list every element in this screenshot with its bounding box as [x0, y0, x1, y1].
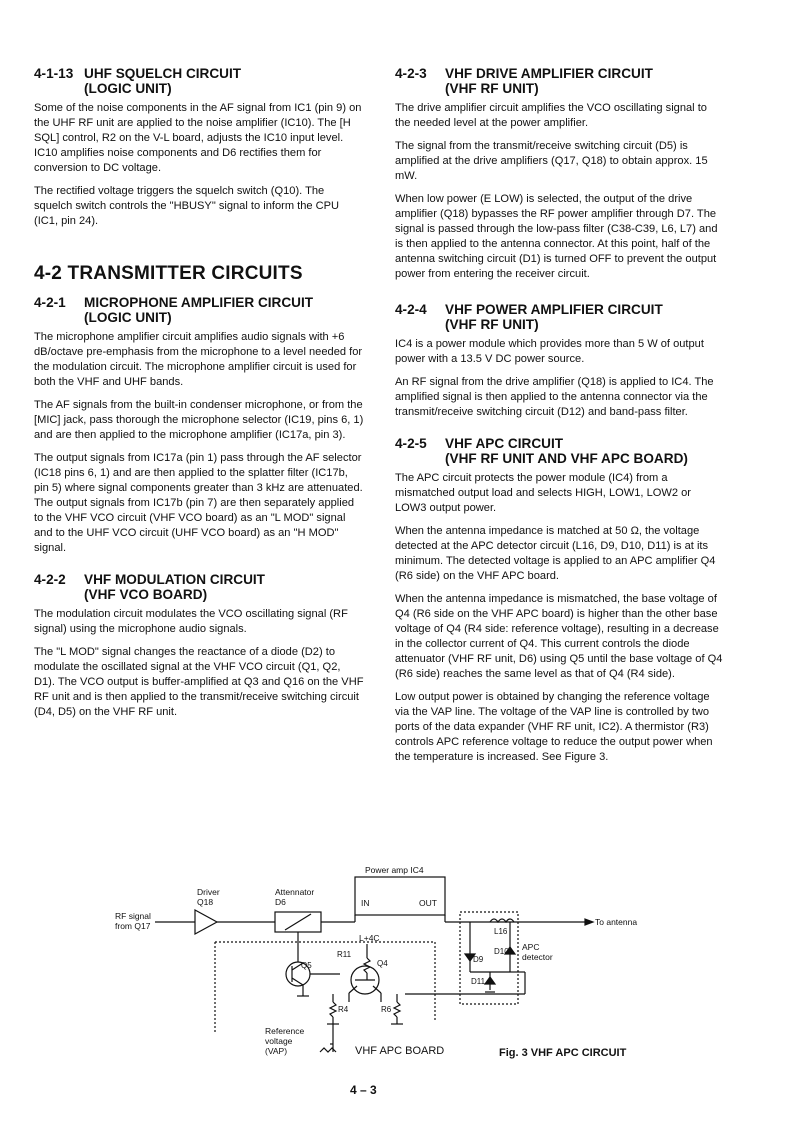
- paragraph: An RF signal from the drive amplifier (Q18) is applied to IC4. The amplified signal is then applied to the antenna connector via the transmit/receive switching circuit (D12) and band-pass filter.: [395, 376, 714, 418]
- r6-resistor: [394, 1002, 400, 1017]
- label-r11: R11: [337, 950, 352, 959]
- paragraph: The AF signals from the built-in condenser microphone, or from the [MIC] jack, pass thorough the microphone selector (IC19, pins 6, 1) and are then applied to the microphone amplifier (IC17a, pin 3).: [34, 399, 364, 441]
- section-number: 4-2-2: [34, 572, 66, 587]
- label-d11: D11: [471, 977, 486, 986]
- section-heading-4-2-5: [395, 436, 723, 466]
- paragraph: When the antenna impedance is mismatched, the base voltage of Q4 (R6 side on the VHF APC board) is higher than the other base voltage of Q4 (R4 side: reference voltage), resulting in a decrease in the collector current of Q4. This current controls the diode attenuator (VHF RF unit, D6) using Q5 until the base voltage of Q4 (R6 side) reaches the same level as that of Q4 (R4 side).: [395, 593, 723, 680]
- label-q4: Q4: [377, 959, 388, 968]
- section-heading-4-2-3: [395, 66, 723, 96]
- label-d9: D9: [473, 955, 484, 964]
- label-out: OUT: [419, 898, 437, 908]
- section-heading-4-1-13: [34, 66, 364, 96]
- paragraph: The modulation circuit modulates the VCO oscillating signal (RF signal) using the microphone audio signals.: [34, 608, 348, 635]
- label-driver: Driver: [197, 887, 220, 897]
- chapter-title: TRANSMITTER CIRCUITS: [67, 263, 303, 284]
- d11-diode: [485, 977, 495, 984]
- label-vap: (VAP): [265, 1046, 288, 1056]
- paragraph: When low power (E LOW) is selected, the output of the drive amplifier (Q18) bypasses the RF power amplifier through D7. The signal is passed through the low-pass filter (C38-C39, L6, L7) and is then applied to the antenna connector. At this point, half of the antenna switching circuit (D1) is turned OFF to prevent the output power from entering the receiver circuit.: [395, 193, 718, 280]
- label-detector: detector: [522, 952, 553, 962]
- section-title: VHF POWER AMPLIFIER CIRCUIT: [445, 302, 663, 317]
- section-title: MICROPHONE AMPLIFIER CIRCUIT: [84, 295, 314, 310]
- paragraph: When the antenna impedance is matched at 50 Ω, the voltage detected at the APC detector circuit (L16, D9, D10, D11) is at its minimum. The detected voltage is applied to an APC amplifier Q4 (R6 side) on the VHF APC board.: [395, 525, 716, 582]
- section-heading-4-2-1: [34, 295, 364, 325]
- section-number: 4-2-3: [395, 66, 427, 81]
- section-title: VHF MODULATION CIRCUIT: [84, 572, 265, 587]
- label-l4c: L+4C: [359, 933, 380, 943]
- paragraph: Some of the noise components in the AF signal from IC1 (pin 9) on the UHF RF unit are applied to the noise amplifier (IC10). The [H SQL] control, R2 on the V-L board, adjusts the IC10 input level. IC10 amplifies noise components and D6 rectifies them for conversion to DC voltage.: [34, 102, 362, 174]
- power-amp-box: [355, 877, 445, 915]
- paragraph: The drive amplifier circuit amplifies the VCO oscillating signal to the needed level at the power amplifier.: [395, 102, 707, 129]
- vap-thermistor: [320, 1048, 336, 1052]
- r4-resistor: [330, 1002, 336, 1017]
- label-to-antenna: To antenna: [595, 917, 638, 927]
- apc-circuit-diagram: [105, 862, 745, 1072]
- label-reference: Reference: [265, 1026, 305, 1036]
- paragraph: The signal from the transmit/receive switching circuit (D5) is amplified at the drive amplifiers (Q17, Q18) to obtain approx. 15 mW.: [395, 140, 708, 182]
- paragraph: The microphone amplifier circuit amplifies audio signals with +6 dB/octave pre-emphasis from the microphone to a level needed for the modulation circuit. The microphone amplifier circuit is used for both the VHF and UHF bands.: [34, 331, 363, 388]
- left-column: [34, 66, 364, 728]
- section-number: 4-2-5: [395, 436, 427, 451]
- label-rf-signal: RF signal: [115, 911, 151, 921]
- board-boundary: [215, 942, 435, 1022]
- label-d10: D10: [494, 947, 509, 956]
- paragraph: The "L MOD" signal changes the reactance of a diode (D2) to modulate the oscillated signal at the VHF VCO circuit (Q1, Q2, D1). The VCO output is buffer-amplified at Q3 and Q16 on the VHF RF unit and is then applied to the transmit/receive switching circuit (D4, D5) on the VHF RF unit.: [34, 646, 364, 718]
- section-title: VHF DRIVE AMPLIFIER CIRCUIT: [445, 66, 653, 81]
- paragraph: IC4 is a power module which provides more than 5 W of output power with a 13.5 V DC power source.: [395, 338, 704, 365]
- label-voltage: voltage: [265, 1036, 293, 1046]
- section-subtitle: (VHF RF UNIT): [445, 81, 539, 96]
- paragraph: The output signals from IC17a (pin 1) pass through the AF selector (IC18 pins 6, 1) and are then applied to the splatter filter (IC17b, pin 5) where signal components greater than 3 kHz are attenuated. The output signals from IC17b (pin 7) are then separately applied to the VHF VCO circuit (VHF VCO board) as an "L MOD" signal and to the UHF VCO circuit (UHF VCO board) as an "H MOD" signal.: [34, 452, 363, 554]
- page-number: 4 – 3: [350, 1083, 377, 1097]
- label-from-q17: from Q17: [115, 921, 151, 931]
- chapter-heading: [34, 263, 364, 285]
- label-q5: Q5: [301, 961, 312, 970]
- paragraph: The rectified voltage triggers the squelch switch (Q10). The squelch switch controls the "HBUSY" signal to inform the CPU (IC1, pin 24).: [34, 185, 340, 227]
- section-subtitle: (VHF RF UNIT): [445, 317, 539, 332]
- section-subtitle: (VHF VCO BOARD): [84, 587, 208, 602]
- label-attenuator: Attennator: [275, 887, 315, 897]
- label-in: IN: [361, 898, 370, 908]
- section-subtitle: (VHF RF UNIT AND VHF APC BOARD): [445, 451, 688, 466]
- section-subtitle: (LOGIC UNIT): [84, 310, 172, 325]
- chapter-number: 4-2: [34, 263, 63, 284]
- right-column: [395, 66, 723, 773]
- section-title: UHF SQUELCH CIRCUIT: [84, 66, 242, 81]
- figure-caption: Fig. 3 VHF APC CIRCUIT: [499, 1047, 627, 1059]
- section-number: 4-2-4: [395, 302, 427, 317]
- label-d6: D6: [275, 897, 286, 907]
- label-apc: APC: [522, 942, 540, 952]
- driver-amplifier-symbol: [195, 910, 217, 934]
- section-subtitle: (LOGIC UNIT): [84, 81, 172, 96]
- label-q18: Q18: [197, 897, 214, 907]
- section-number: 4-1-13: [34, 66, 74, 81]
- section-heading-4-2-2: [34, 572, 364, 602]
- label-power-amp: Power amp IC4: [365, 865, 424, 875]
- section-title: VHF APC CIRCUIT: [445, 436, 564, 451]
- paragraph: The APC circuit protects the power module (IC4) from a mismatched output load and selects HIGH, LOW1, LOW2 or LOW3 output power.: [395, 472, 691, 514]
- to-antenna-arrow: [585, 919, 593, 925]
- section-number: 4-2-1: [34, 295, 66, 310]
- label-board: VHF APC BOARD: [355, 1045, 445, 1057]
- label-r6: R6: [381, 1005, 392, 1014]
- paragraph: Low output power is obtained by changing the reference voltage via the VAP line. The voltage of the VAP line is controlled by two ports of the data expander (VHF RF unit, IC2). A thermistor (R3) controls APC reference voltage to reduce the output power when the temperature is increased. See Figure 3.: [395, 691, 713, 763]
- label-r4: R4: [338, 1005, 349, 1014]
- section-heading-4-2-4: [395, 302, 723, 332]
- label-l16: L16: [494, 927, 508, 936]
